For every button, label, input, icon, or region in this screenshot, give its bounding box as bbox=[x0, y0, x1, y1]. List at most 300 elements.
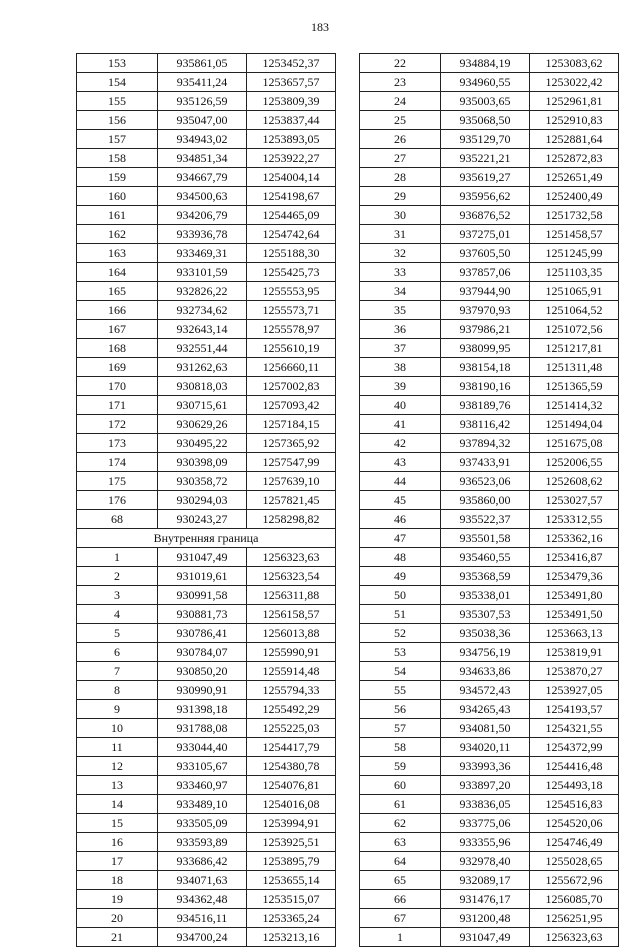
point-number-cell: 41 bbox=[360, 415, 441, 434]
y-coordinate-cell: 1253479,36 bbox=[530, 567, 619, 586]
x-coordinate-cell: 930784,07 bbox=[158, 643, 247, 662]
x-coordinate-cell: 931047,49 bbox=[158, 548, 247, 567]
point-number-cell: 44 bbox=[360, 472, 441, 491]
table-row bbox=[77, 548, 336, 567]
table-row bbox=[77, 225, 336, 244]
x-coordinate-cell: 933775,06 bbox=[441, 814, 530, 833]
table-row bbox=[77, 377, 336, 396]
point-number-cell: 173 bbox=[77, 434, 158, 453]
table-row bbox=[360, 776, 619, 795]
table-row bbox=[360, 814, 619, 833]
y-coordinate-cell: 1251103,35 bbox=[530, 263, 619, 282]
x-coordinate-cell: 930715,61 bbox=[158, 396, 247, 415]
x-coordinate-cell: 933489,10 bbox=[158, 795, 247, 814]
point-number-cell: 153 bbox=[77, 54, 158, 73]
table-row bbox=[360, 111, 619, 130]
point-number-cell: 158 bbox=[77, 149, 158, 168]
table-row bbox=[77, 339, 336, 358]
point-number-cell: 1 bbox=[77, 548, 158, 567]
table-row bbox=[77, 586, 336, 605]
table-row bbox=[77, 681, 336, 700]
x-coordinate-cell: 934884,19 bbox=[441, 54, 530, 73]
section-row bbox=[77, 529, 336, 548]
x-coordinate-cell: 931047,49 bbox=[441, 928, 530, 947]
point-number-cell: 16 bbox=[77, 833, 158, 852]
x-coordinate-cell: 938190,16 bbox=[441, 377, 530, 396]
y-coordinate-cell: 1253515,07 bbox=[247, 890, 336, 909]
point-number-cell: 176 bbox=[77, 491, 158, 510]
x-coordinate-cell: 937605,50 bbox=[441, 244, 530, 263]
point-number-cell: 54 bbox=[360, 662, 441, 681]
table-row bbox=[360, 795, 619, 814]
x-coordinate-cell: 933936,78 bbox=[158, 225, 247, 244]
table-row bbox=[360, 890, 619, 909]
y-coordinate-cell: 1255990,91 bbox=[247, 643, 336, 662]
y-coordinate-cell: 1251732,58 bbox=[530, 206, 619, 225]
x-coordinate-cell: 935047,00 bbox=[158, 111, 247, 130]
y-coordinate-cell: 1252872,83 bbox=[530, 149, 619, 168]
table-row bbox=[77, 187, 336, 206]
x-coordinate-cell: 935522,37 bbox=[441, 510, 530, 529]
y-coordinate-cell: 1256085,70 bbox=[530, 890, 619, 909]
x-coordinate-cell: 930629,26 bbox=[158, 415, 247, 434]
table-row bbox=[360, 358, 619, 377]
y-coordinate-cell: 1253416,87 bbox=[530, 548, 619, 567]
point-number-cell: 56 bbox=[360, 700, 441, 719]
x-coordinate-cell: 934071,63 bbox=[158, 871, 247, 890]
x-coordinate-cell: 935368,59 bbox=[441, 567, 530, 586]
y-coordinate-cell: 1251494,04 bbox=[530, 415, 619, 434]
x-coordinate-cell: 934020,11 bbox=[441, 738, 530, 757]
table-row bbox=[77, 719, 336, 738]
point-number-cell: 156 bbox=[77, 111, 158, 130]
x-coordinate-cell: 931019,61 bbox=[158, 567, 247, 586]
x-coordinate-cell: 935411,24 bbox=[158, 73, 247, 92]
point-number-cell: 25 bbox=[360, 111, 441, 130]
x-coordinate-cell: 934572,43 bbox=[441, 681, 530, 700]
table-row bbox=[360, 206, 619, 225]
x-coordinate-cell: 933993,36 bbox=[441, 757, 530, 776]
y-coordinate-cell: 1251072,56 bbox=[530, 320, 619, 339]
table-row bbox=[360, 320, 619, 339]
point-number-cell: 60 bbox=[360, 776, 441, 795]
table-row bbox=[360, 586, 619, 605]
y-coordinate-cell: 1255028,65 bbox=[530, 852, 619, 871]
table-row bbox=[360, 529, 619, 548]
table-row bbox=[360, 168, 619, 187]
y-coordinate-cell: 1252608,62 bbox=[530, 472, 619, 491]
point-number-cell: 39 bbox=[360, 377, 441, 396]
table-row bbox=[360, 149, 619, 168]
y-coordinate-cell: 1254416,48 bbox=[530, 757, 619, 776]
y-coordinate-cell: 1256660,11 bbox=[247, 358, 336, 377]
y-coordinate-cell: 1254417,79 bbox=[247, 738, 336, 757]
table-row bbox=[77, 852, 336, 871]
point-number-cell: 160 bbox=[77, 187, 158, 206]
point-number-cell: 2 bbox=[77, 567, 158, 586]
point-number-cell: 48 bbox=[360, 548, 441, 567]
y-coordinate-cell: 1251365,59 bbox=[530, 377, 619, 396]
x-coordinate-cell: 935307,53 bbox=[441, 605, 530, 624]
table-row bbox=[77, 890, 336, 909]
table-row bbox=[360, 434, 619, 453]
table-row bbox=[77, 263, 336, 282]
table-row bbox=[360, 396, 619, 415]
table-row bbox=[77, 757, 336, 776]
y-coordinate-cell: 1255573,71 bbox=[247, 301, 336, 320]
y-coordinate-cell: 1252881,64 bbox=[530, 130, 619, 149]
x-coordinate-cell: 935129,70 bbox=[441, 130, 530, 149]
y-coordinate-cell: 1256311,88 bbox=[247, 586, 336, 605]
table-row bbox=[360, 301, 619, 320]
point-number-cell: 3 bbox=[77, 586, 158, 605]
point-number-cell: 28 bbox=[360, 168, 441, 187]
x-coordinate-cell: 938154,18 bbox=[441, 358, 530, 377]
table-row bbox=[77, 605, 336, 624]
y-coordinate-cell: 1255794,33 bbox=[247, 681, 336, 700]
x-coordinate-cell: 937433,91 bbox=[441, 453, 530, 472]
x-coordinate-cell: 936523,06 bbox=[441, 472, 530, 491]
y-coordinate-cell: 1251064,52 bbox=[530, 301, 619, 320]
point-number-cell: 21 bbox=[77, 928, 158, 947]
point-number-cell: 59 bbox=[360, 757, 441, 776]
x-coordinate-cell: 930786,41 bbox=[158, 624, 247, 643]
point-number-cell: 18 bbox=[77, 871, 158, 890]
y-coordinate-cell: 1253213,16 bbox=[247, 928, 336, 947]
point-number-cell: 58 bbox=[360, 738, 441, 757]
y-coordinate-cell: 1252400,49 bbox=[530, 187, 619, 206]
x-coordinate-cell: 934756,19 bbox=[441, 643, 530, 662]
y-coordinate-cell: 1257002,83 bbox=[247, 377, 336, 396]
point-number-cell: 4 bbox=[77, 605, 158, 624]
x-coordinate-cell: 933686,42 bbox=[158, 852, 247, 871]
table-row bbox=[360, 833, 619, 852]
x-coordinate-cell: 933105,67 bbox=[158, 757, 247, 776]
y-coordinate-cell: 1254016,08 bbox=[247, 795, 336, 814]
table-row bbox=[360, 130, 619, 149]
table-row bbox=[77, 73, 336, 92]
y-coordinate-cell: 1253819,91 bbox=[530, 643, 619, 662]
point-number-cell: 29 bbox=[360, 187, 441, 206]
table-row bbox=[360, 92, 619, 111]
table-row bbox=[77, 643, 336, 662]
x-coordinate-cell: 934516,11 bbox=[158, 909, 247, 928]
x-coordinate-cell: 935860,00 bbox=[441, 491, 530, 510]
point-number-cell: 23 bbox=[360, 73, 441, 92]
point-number-cell: 64 bbox=[360, 852, 441, 871]
table-row bbox=[360, 453, 619, 472]
point-number-cell: 30 bbox=[360, 206, 441, 225]
x-coordinate-cell: 937970,93 bbox=[441, 301, 530, 320]
table-row bbox=[77, 624, 336, 643]
point-number-cell: 164 bbox=[77, 263, 158, 282]
y-coordinate-cell: 1255492,29 bbox=[247, 700, 336, 719]
y-coordinate-cell: 1255553,95 bbox=[247, 282, 336, 301]
x-coordinate-cell: 937857,06 bbox=[441, 263, 530, 282]
point-number-cell: 40 bbox=[360, 396, 441, 415]
y-coordinate-cell: 1254746,49 bbox=[530, 833, 619, 852]
table-row bbox=[360, 624, 619, 643]
table-row bbox=[77, 244, 336, 263]
y-coordinate-cell: 1251675,08 bbox=[530, 434, 619, 453]
table-row bbox=[360, 719, 619, 738]
table-row bbox=[77, 700, 336, 719]
table-row bbox=[77, 320, 336, 339]
x-coordinate-cell: 934081,50 bbox=[441, 719, 530, 738]
table-row bbox=[360, 377, 619, 396]
point-number-cell: 172 bbox=[77, 415, 158, 434]
x-coordinate-cell: 934943,02 bbox=[158, 130, 247, 149]
y-coordinate-cell: 1253657,57 bbox=[247, 73, 336, 92]
table-row bbox=[360, 187, 619, 206]
x-coordinate-cell: 935460,55 bbox=[441, 548, 530, 567]
y-coordinate-cell: 1253452,37 bbox=[247, 54, 336, 73]
y-coordinate-cell: 1257547,99 bbox=[247, 453, 336, 472]
point-number-cell: 24 bbox=[360, 92, 441, 111]
y-coordinate-cell: 1253927,05 bbox=[530, 681, 619, 700]
point-number-cell: 26 bbox=[360, 130, 441, 149]
x-coordinate-cell: 933836,05 bbox=[441, 795, 530, 814]
x-coordinate-cell: 937944,90 bbox=[441, 282, 530, 301]
point-number-cell: 63 bbox=[360, 833, 441, 852]
y-coordinate-cell: 1252910,83 bbox=[530, 111, 619, 130]
table-row bbox=[77, 149, 336, 168]
x-coordinate-cell: 933897,20 bbox=[441, 776, 530, 795]
y-coordinate-cell: 1256323,54 bbox=[247, 567, 336, 586]
y-coordinate-cell: 1257365,92 bbox=[247, 434, 336, 453]
point-number-cell: 45 bbox=[360, 491, 441, 510]
table-row bbox=[77, 795, 336, 814]
x-coordinate-cell: 935221,21 bbox=[441, 149, 530, 168]
point-number-cell: 32 bbox=[360, 244, 441, 263]
point-number-cell: 19 bbox=[77, 890, 158, 909]
point-number-cell: 161 bbox=[77, 206, 158, 225]
y-coordinate-cell: 1253809,39 bbox=[247, 92, 336, 111]
point-number-cell: 154 bbox=[77, 73, 158, 92]
table-row bbox=[360, 282, 619, 301]
table-row bbox=[360, 757, 619, 776]
table-row bbox=[77, 453, 336, 472]
point-number-cell: 51 bbox=[360, 605, 441, 624]
x-coordinate-cell: 931262,63 bbox=[158, 358, 247, 377]
x-coordinate-cell: 934362,48 bbox=[158, 890, 247, 909]
y-coordinate-cell: 1254004,14 bbox=[247, 168, 336, 187]
table-row bbox=[360, 662, 619, 681]
y-coordinate-cell: 1253663,13 bbox=[530, 624, 619, 643]
point-number-cell: 53 bbox=[360, 643, 441, 662]
x-coordinate-cell: 930818,03 bbox=[158, 377, 247, 396]
x-coordinate-cell: 933101,59 bbox=[158, 263, 247, 282]
point-number-cell: 52 bbox=[360, 624, 441, 643]
point-number-cell: 55 bbox=[360, 681, 441, 700]
x-coordinate-cell: 935619,27 bbox=[441, 168, 530, 187]
y-coordinate-cell: 1251217,81 bbox=[530, 339, 619, 358]
x-coordinate-cell: 933044,40 bbox=[158, 738, 247, 757]
y-coordinate-cell: 1252961,81 bbox=[530, 92, 619, 111]
table-row bbox=[77, 301, 336, 320]
table-row bbox=[77, 282, 336, 301]
point-number-cell: 35 bbox=[360, 301, 441, 320]
table-row bbox=[77, 928, 336, 947]
point-number-cell: 155 bbox=[77, 92, 158, 111]
point-number-cell: 175 bbox=[77, 472, 158, 491]
x-coordinate-cell: 930398,09 bbox=[158, 453, 247, 472]
point-number-cell: 37 bbox=[360, 339, 441, 358]
y-coordinate-cell: 1253655,14 bbox=[247, 871, 336, 890]
table-row bbox=[360, 567, 619, 586]
point-number-cell: 31 bbox=[360, 225, 441, 244]
y-coordinate-cell: 1254742,64 bbox=[247, 225, 336, 244]
x-coordinate-cell: 934633,86 bbox=[441, 662, 530, 681]
y-coordinate-cell: 1253312,55 bbox=[530, 510, 619, 529]
point-number-cell: 27 bbox=[360, 149, 441, 168]
table-row bbox=[360, 681, 619, 700]
point-number-cell: 22 bbox=[360, 54, 441, 73]
y-coordinate-cell: 1251311,48 bbox=[530, 358, 619, 377]
point-number-cell: 62 bbox=[360, 814, 441, 833]
y-coordinate-cell: 1254321,55 bbox=[530, 719, 619, 738]
x-coordinate-cell: 938099,95 bbox=[441, 339, 530, 358]
section-title: Внутренняя граница bbox=[77, 529, 336, 548]
point-number-cell: 157 bbox=[77, 130, 158, 149]
x-coordinate-cell: 934700,24 bbox=[158, 928, 247, 947]
point-number-cell: 12 bbox=[77, 757, 158, 776]
table-row bbox=[77, 92, 336, 111]
x-coordinate-cell: 930358,72 bbox=[158, 472, 247, 491]
point-number-cell: 38 bbox=[360, 358, 441, 377]
point-number-cell: 67 bbox=[360, 909, 441, 928]
table-row bbox=[360, 263, 619, 282]
x-coordinate-cell: 937986,21 bbox=[441, 320, 530, 339]
point-number-cell: 5 bbox=[77, 624, 158, 643]
x-coordinate-cell: 931476,17 bbox=[441, 890, 530, 909]
x-coordinate-cell: 933460,97 bbox=[158, 776, 247, 795]
y-coordinate-cell: 1254076,81 bbox=[247, 776, 336, 795]
x-coordinate-cell: 932826,22 bbox=[158, 282, 247, 301]
x-coordinate-cell: 930881,73 bbox=[158, 605, 247, 624]
point-number-cell: 36 bbox=[360, 320, 441, 339]
x-coordinate-cell: 932978,40 bbox=[441, 852, 530, 871]
point-number-cell: 15 bbox=[77, 814, 158, 833]
point-number-cell: 46 bbox=[360, 510, 441, 529]
table-row bbox=[77, 871, 336, 890]
y-coordinate-cell: 1254493,18 bbox=[530, 776, 619, 795]
x-coordinate-cell: 935956,62 bbox=[441, 187, 530, 206]
point-number-cell: 167 bbox=[77, 320, 158, 339]
point-number-cell: 61 bbox=[360, 795, 441, 814]
x-coordinate-cell: 934500,63 bbox=[158, 187, 247, 206]
table-row bbox=[77, 434, 336, 453]
y-coordinate-cell: 1255610,19 bbox=[247, 339, 336, 358]
x-coordinate-cell: 934960,55 bbox=[441, 73, 530, 92]
x-coordinate-cell: 935038,36 bbox=[441, 624, 530, 643]
x-coordinate-cell: 932551,44 bbox=[158, 339, 247, 358]
table-row bbox=[360, 472, 619, 491]
x-coordinate-cell: 935338,01 bbox=[441, 586, 530, 605]
y-coordinate-cell: 1254380,78 bbox=[247, 757, 336, 776]
x-coordinate-cell: 930850,20 bbox=[158, 662, 247, 681]
x-coordinate-cell: 934851,34 bbox=[158, 149, 247, 168]
y-coordinate-cell: 1253491,50 bbox=[530, 605, 619, 624]
y-coordinate-cell: 1251458,57 bbox=[530, 225, 619, 244]
y-coordinate-cell: 1251414,32 bbox=[530, 396, 619, 415]
y-coordinate-cell: 1257184,15 bbox=[247, 415, 336, 434]
y-coordinate-cell: 1253994,91 bbox=[247, 814, 336, 833]
table-row bbox=[77, 54, 336, 73]
y-coordinate-cell: 1257639,10 bbox=[247, 472, 336, 491]
y-coordinate-cell: 1256158,57 bbox=[247, 605, 336, 624]
table-row bbox=[360, 244, 619, 263]
x-coordinate-cell: 933505,09 bbox=[158, 814, 247, 833]
y-coordinate-cell: 1254516,83 bbox=[530, 795, 619, 814]
x-coordinate-cell: 931200,48 bbox=[441, 909, 530, 928]
point-number-cell: 11 bbox=[77, 738, 158, 757]
x-coordinate-cell: 934206,79 bbox=[158, 206, 247, 225]
point-number-cell: 49 bbox=[360, 567, 441, 586]
x-coordinate-cell: 938189,76 bbox=[441, 396, 530, 415]
y-coordinate-cell: 1255188,30 bbox=[247, 244, 336, 263]
table-row bbox=[360, 909, 619, 928]
table-row bbox=[360, 73, 619, 92]
point-number-cell: 166 bbox=[77, 301, 158, 320]
table-row bbox=[77, 472, 336, 491]
point-number-cell: 10 bbox=[77, 719, 158, 738]
coordinates-table-right bbox=[359, 53, 619, 947]
y-coordinate-cell: 1253893,05 bbox=[247, 130, 336, 149]
y-coordinate-cell: 1257093,42 bbox=[247, 396, 336, 415]
table-row bbox=[360, 700, 619, 719]
table-row bbox=[360, 339, 619, 358]
table-row bbox=[77, 415, 336, 434]
x-coordinate-cell: 933593,89 bbox=[158, 833, 247, 852]
table-row bbox=[77, 510, 336, 529]
x-coordinate-cell: 932643,14 bbox=[158, 320, 247, 339]
y-coordinate-cell: 1253362,16 bbox=[530, 529, 619, 548]
table-row bbox=[360, 852, 619, 871]
point-number-cell: 165 bbox=[77, 282, 158, 301]
table-row bbox=[77, 491, 336, 510]
point-number-cell: 170 bbox=[77, 377, 158, 396]
y-coordinate-cell: 1255225,03 bbox=[247, 719, 336, 738]
y-coordinate-cell: 1252006,55 bbox=[530, 453, 619, 472]
point-number-cell: 162 bbox=[77, 225, 158, 244]
table-row bbox=[77, 111, 336, 130]
x-coordinate-cell: 931788,08 bbox=[158, 719, 247, 738]
table-row bbox=[77, 833, 336, 852]
y-coordinate-cell: 1251065,91 bbox=[530, 282, 619, 301]
x-coordinate-cell: 931398,18 bbox=[158, 700, 247, 719]
point-number-cell: 47 bbox=[360, 529, 441, 548]
point-number-cell: 169 bbox=[77, 358, 158, 377]
table-row bbox=[360, 225, 619, 244]
table-row bbox=[360, 928, 619, 947]
table-row bbox=[360, 491, 619, 510]
y-coordinate-cell: 1256323,63 bbox=[247, 548, 336, 567]
y-coordinate-cell: 1253870,27 bbox=[530, 662, 619, 681]
point-number-cell: 65 bbox=[360, 871, 441, 890]
y-coordinate-cell: 1255914,48 bbox=[247, 662, 336, 681]
point-number-cell: 33 bbox=[360, 263, 441, 282]
x-coordinate-cell: 932089,17 bbox=[441, 871, 530, 890]
point-number-cell: 168 bbox=[77, 339, 158, 358]
y-coordinate-cell: 1253925,51 bbox=[247, 833, 336, 852]
table-row bbox=[360, 54, 619, 73]
y-coordinate-cell: 1253365,24 bbox=[247, 909, 336, 928]
x-coordinate-cell: 936876,52 bbox=[441, 206, 530, 225]
y-coordinate-cell: 1253027,57 bbox=[530, 491, 619, 510]
table-row bbox=[77, 662, 336, 681]
y-coordinate-cell: 1252651,49 bbox=[530, 168, 619, 187]
